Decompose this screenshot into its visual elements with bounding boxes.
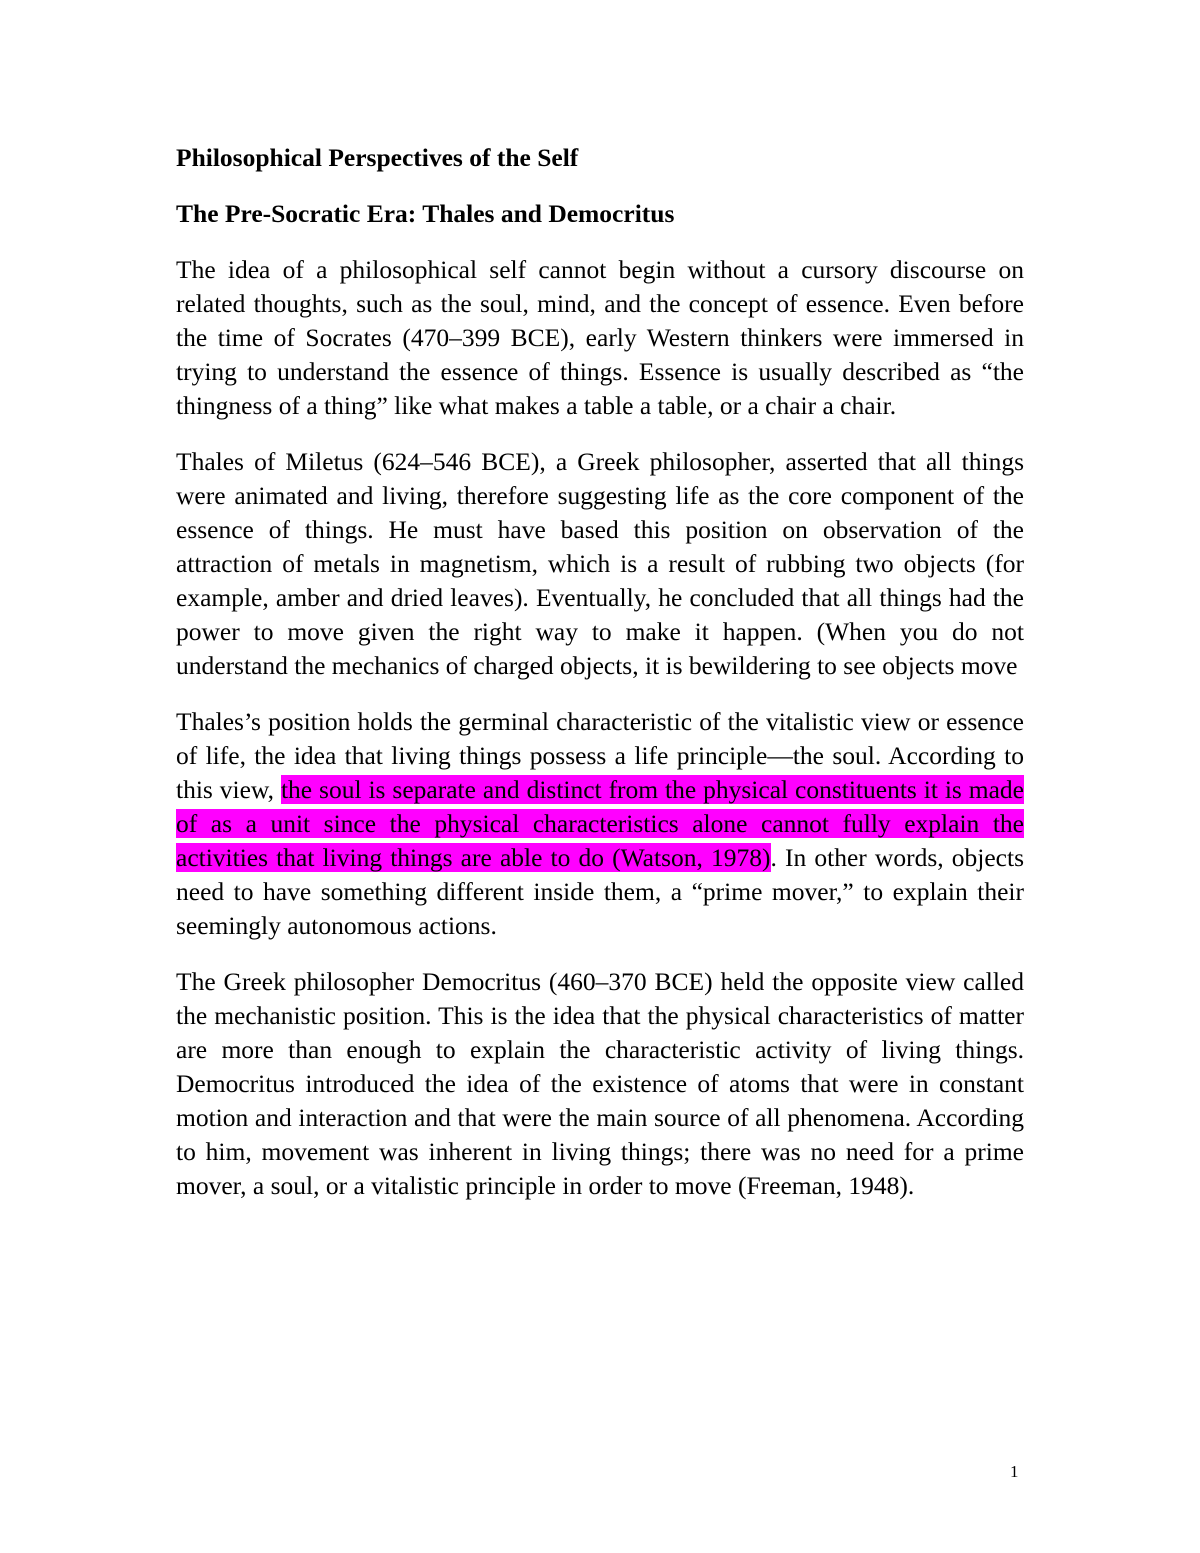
highlighted-passage: the soul is separate and distinct from the physical constituents it is made of as a unit since the physical characteristics alone cannot fully explain the activities that living things are able to do (Watson, 1978) xyxy=(176,775,1024,872)
paragraph-democritus: The Greek philosopher Democritus (460–370 BCE) held the opposite view called the mechanistic position. This is the idea that the physical characteristics of matter are more than enough to explain the characteristic activity of living things. Democritus introduced the idea of the existence of atoms that were in constant motion and interaction and that were the main source of all phenomena. According to him, movement was inherent in living things; there was no need for a prime mover, a soul, or a vitalistic principle in order to move (Freeman, 1948). xyxy=(176,967,1024,1200)
paragraph-vitalistic xyxy=(176,705,1024,943)
paragraph-essence: The idea of a philosophical self cannot begin without a cursory discourse on related thoughts, such as the soul, mind, and the concept of essence. Even before the time of Socrates (470–399 BCE), early Western thinkers were immersed in trying to understand the essence of things. Essence is usually described as “the thingness of a thing” like what makes a table a table, or a chair a chair. xyxy=(176,255,1024,420)
page-number: 1 xyxy=(1010,1462,1019,1481)
paragraph-thales: Thales of Miletus (624–546 BCE), a Greek philosopher, asserted that all things were animated and living, therefore suggesting life as the core component of the essence of things. He must have based this position on observation of the attraction of metals in magnetism, which is a result of rubbing two objects (for example, amber and dried leaves). Eventually, he concluded that all things had the power to move given the right way to make it happen. (When you do not understand the mechanics of charged objects, it is bewildering to see objects move xyxy=(176,447,1024,680)
section-heading: The Pre-Socratic Era: Thales and Democritus xyxy=(176,199,675,228)
vitalistic-continuation-text: . In other words, objects need to have something different inside them, a “prime mover,” to explain their seemingly autonomous actions. xyxy=(176,843,1025,940)
vitalistic-intro-text: Thales’s position holds the germinal characteristic of the vitalistic view or essence of life, the idea that living things possess a life principle—the soul. According to this view, xyxy=(176,707,1024,804)
document-body xyxy=(176,141,1024,1203)
document-title: Philosophical Perspectives of the Self xyxy=(176,143,579,172)
